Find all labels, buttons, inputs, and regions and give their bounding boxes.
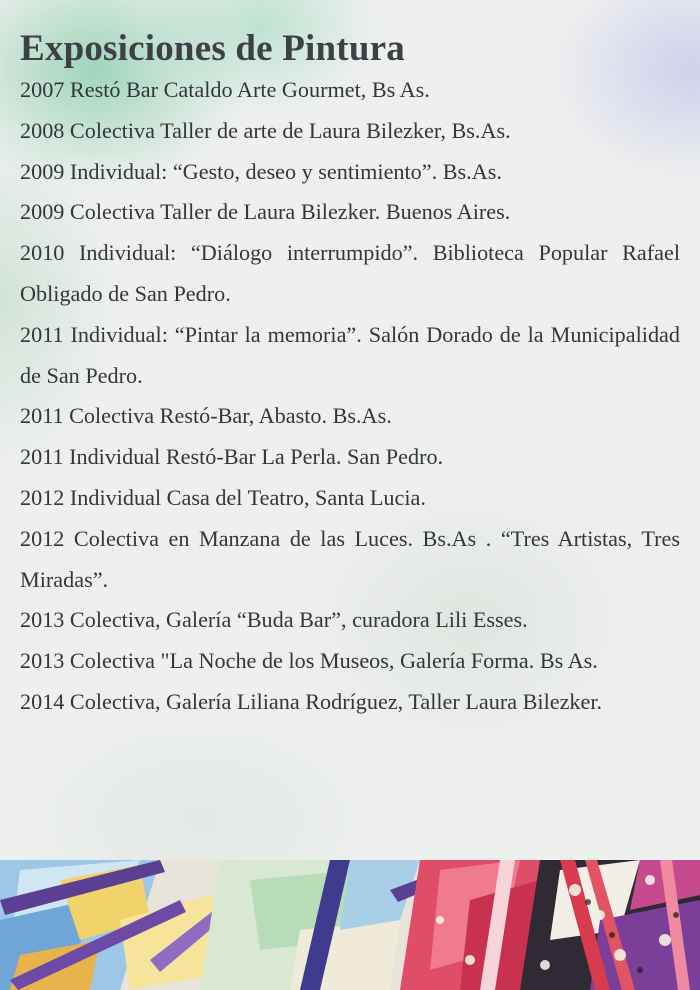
exhibition-entry: 2008 Colectiva Taller de arte de Laura Bilezker, Bs.As. — [20, 117, 511, 143]
exhibition-entry: 2013 Colectiva, Galería “Buda Bar”, curadora Lili Esses. — [20, 607, 528, 633]
exhibition-entry: 2014 Colectiva, Galería Liliana Rodríguez, Taller Laura Bilezker. — [20, 688, 603, 714]
exhibitions-section — [20, 24, 680, 723]
exhibition-entry: 2012 Individual Casa del Teatro, Santa Lucia. — [20, 484, 426, 510]
exhibitions-list — [20, 70, 680, 723]
exhibition-entry: 2011 Individual Restó-Bar La Perla. San Pedro. — [20, 444, 444, 470]
exhibition-entry: 2011 Colectiva Restó-Bar, Abasto. Bs.As. — [20, 403, 392, 429]
abstract-painting-strip — [0, 860, 700, 990]
exhibition-entry: 2011 Individual: “Pintar la memoria”. Salón Dorado de la Municipalidad de San Pedro. — [20, 321, 680, 388]
exhibition-entry: 2009 Colectiva Taller de Laura Bilezker. Buenos Aires. — [20, 199, 511, 225]
exhibition-entry: 2012 Colectiva en Manzana de las Luces. Bs.As . “Tres Artistas, Tres Miradas”. — [20, 525, 680, 592]
exhibition-entry: 2009 Individual: “Gesto, deseo y sentimiento”. Bs.As. — [20, 158, 502, 184]
exhibition-entry: 2010 Individual: “Diálogo interrumpido”. Biblioteca Popular Rafael Obligado de San Pedro. — [20, 240, 680, 306]
exhibition-entry: 2007 Restó Bar Cataldo Arte Gourmet, Bs As. — [20, 77, 430, 102]
page-title: Exposiciones de Pintura — [20, 28, 405, 69]
exhibition-entry: 2013 Colectiva "La Noche de los Museos, Galería Forma. Bs As. — [20, 648, 598, 674]
